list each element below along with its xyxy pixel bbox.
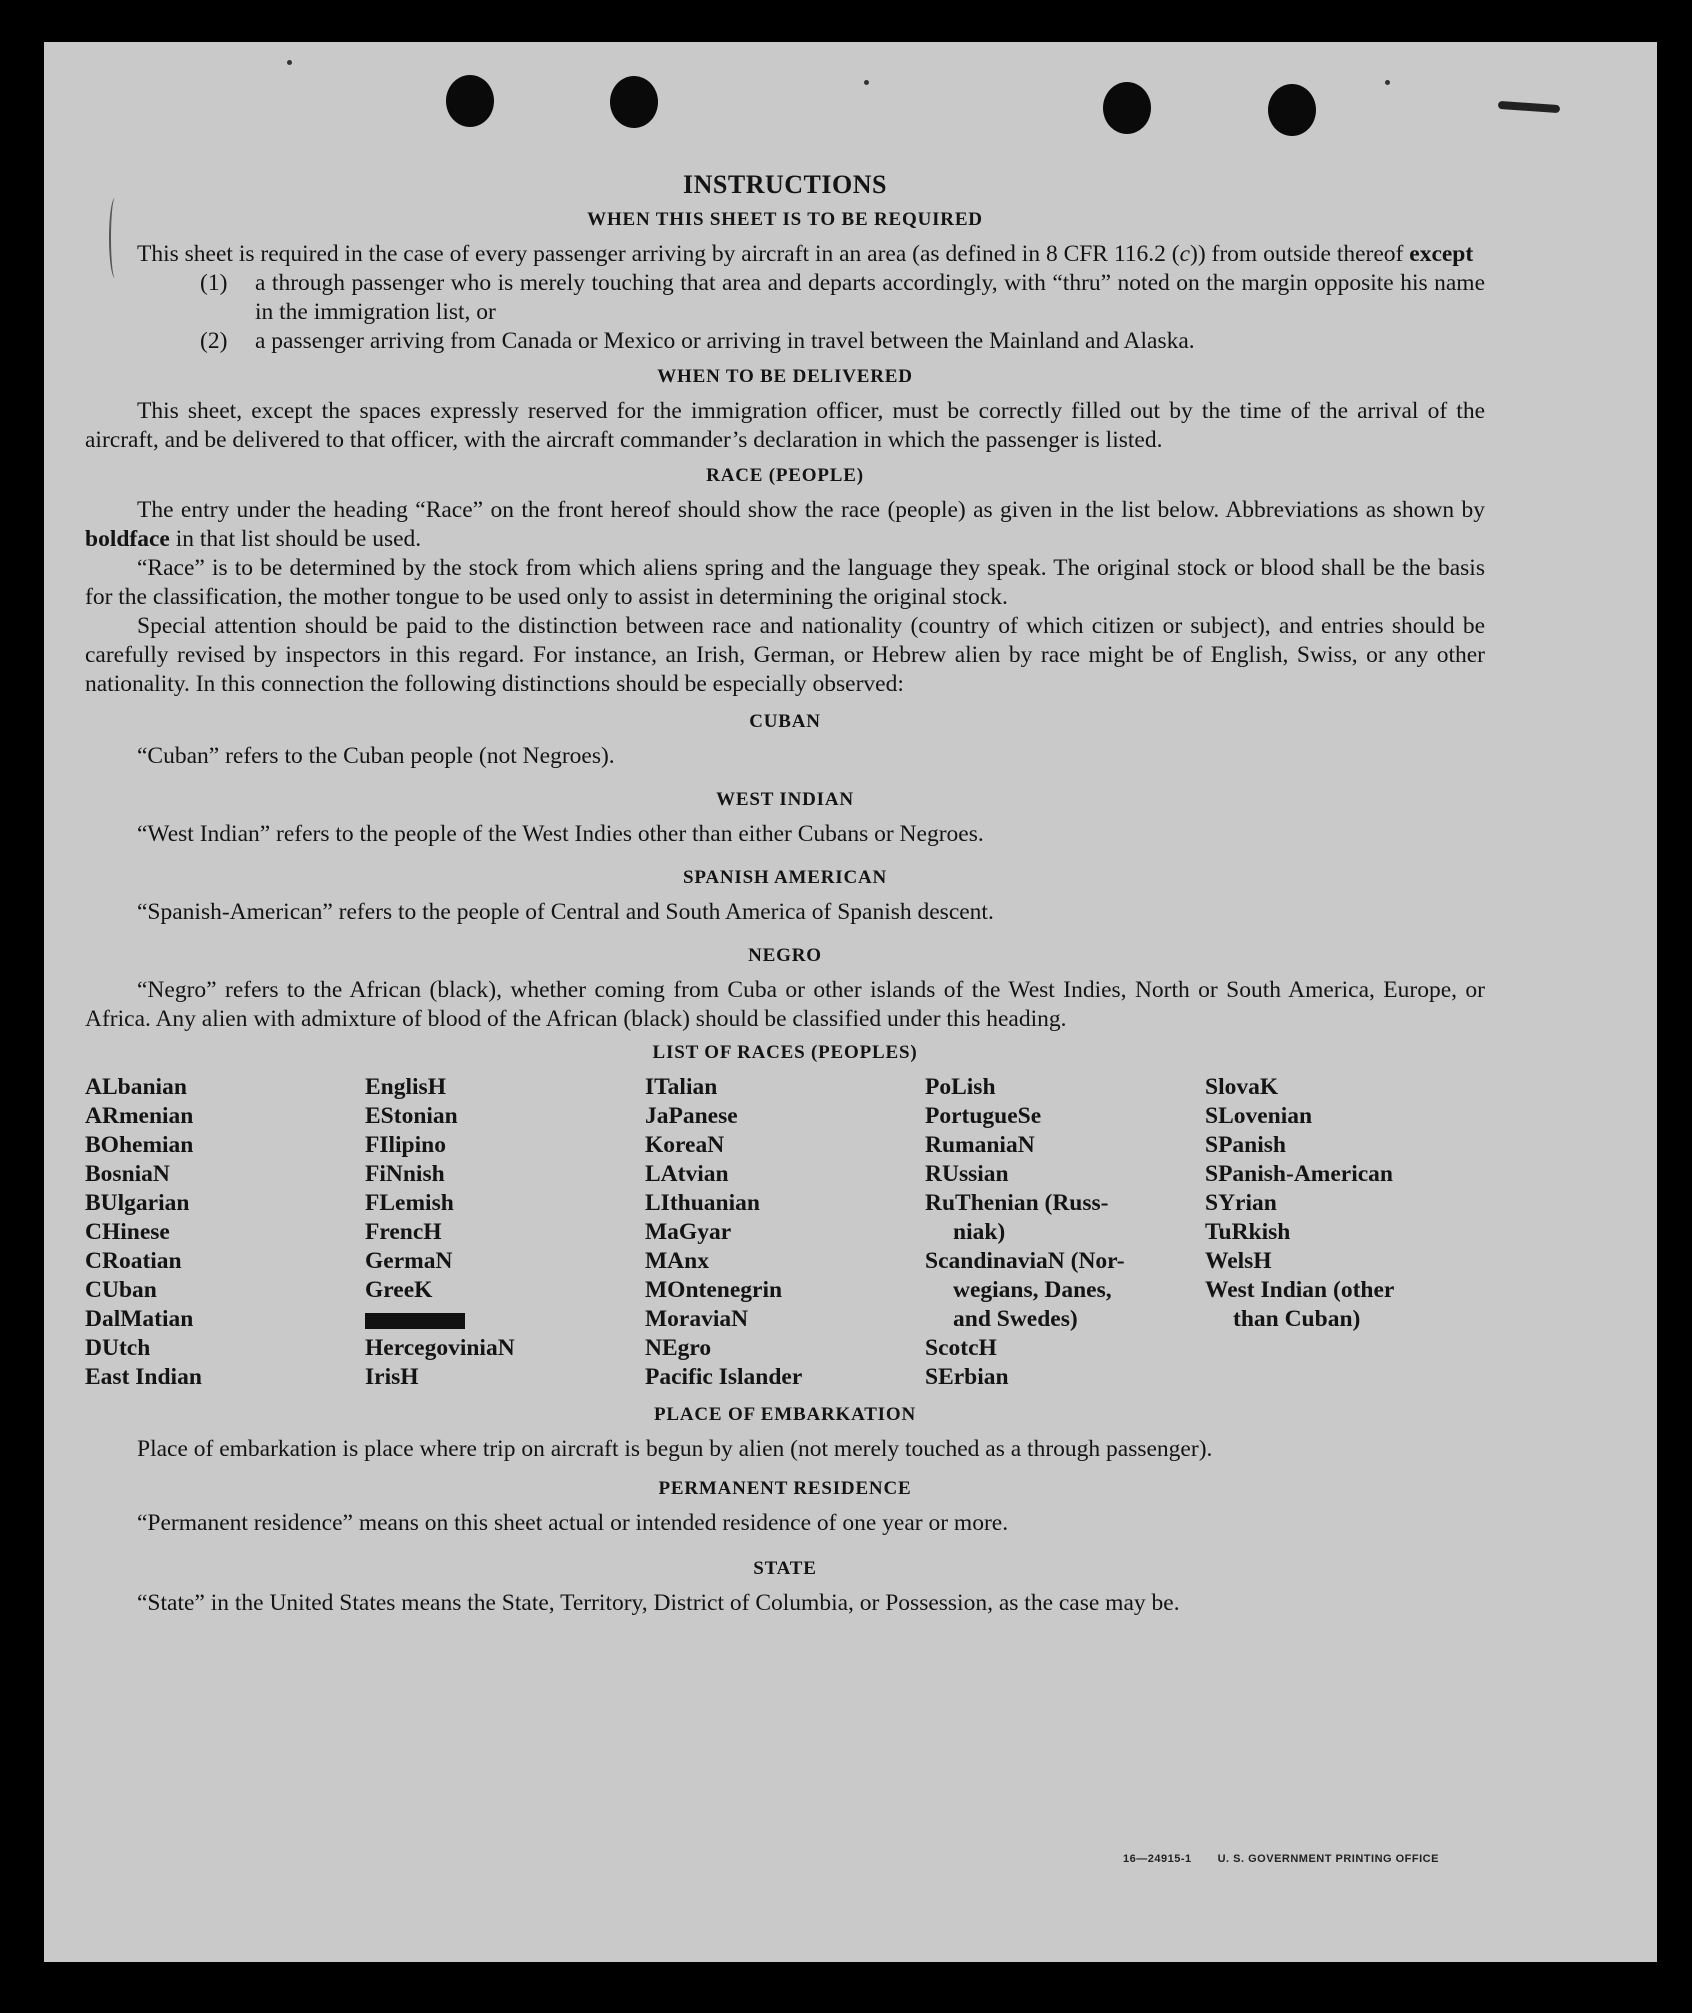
race-entry: DalMatian	[85, 1306, 194, 1332]
residence-text: “Permanent residence” means on this sheet actual or intended residence of one year or more.	[137, 1510, 1009, 1536]
races-column	[1205, 1073, 1485, 1392]
race-entry: GreeK	[365, 1277, 433, 1303]
race-paragraph: “Race” is to be determined by the stock from which aliens spring and the language they speak. The original stock or blood shall be the basis for the classification, the mother tongue to be used only to assist in determining the original stock.	[85, 555, 1485, 610]
page-title: INSTRUCTIONS	[683, 170, 887, 199]
cuban-heading: CUBAN	[749, 711, 821, 732]
race-entry: FIlipino	[365, 1132, 446, 1158]
embarkation-text: Place of embarkation is place where trip on aircraft is begun by alien (not merely touched as a through passenger).	[137, 1436, 1213, 1462]
race-entry: PortugueSe	[925, 1103, 1042, 1129]
embarkation-heading: PLACE OF EMBARKATION	[654, 1404, 916, 1425]
negro-text: “Negro” refers to the African (black), whether coming from Cuba or other islands of the West Indies, North or South America, Europe, or Africa. Any alien with admixture of blood of the African (black) should be classified under this heading.	[85, 977, 1485, 1032]
race-entry: Pacific Islander	[645, 1364, 803, 1390]
punch-hole	[1268, 84, 1316, 136]
race-paragraph	[85, 496, 1485, 554]
race-heading: RACE (PEOPLE)	[706, 465, 864, 486]
race-text-a: The entry under the heading “Race” on the front hereof should show the race (people) as given in the list below. Abbreviations as shown by	[137, 497, 1485, 523]
intro-except: except	[1409, 241, 1474, 267]
race-entry: ScandinaviaN (Nor-	[925, 1248, 1125, 1274]
residence-heading: PERMANENT RESIDENCE	[658, 1478, 912, 1499]
races-column	[645, 1073, 925, 1392]
race-entry: ScotcH	[925, 1335, 997, 1361]
race-entry: MOntenegrin	[645, 1277, 783, 1303]
race-entry: SPanish	[1205, 1132, 1286, 1158]
state-heading: STATE	[753, 1558, 817, 1579]
when-required-text	[85, 240, 1485, 269]
race-entry: MAnx	[645, 1248, 709, 1274]
item-text: a through passenger who is merely touching that area and departs accordingly, with “thru” noted on the margin opposite his name in the immigration list, or	[255, 270, 1485, 325]
speck	[864, 80, 869, 85]
race-entry: CHinese	[85, 1219, 170, 1245]
negro-heading: NEGRO	[748, 945, 822, 966]
race-entry: RuThenian (Russ-	[925, 1190, 1109, 1216]
printer-imprint	[1123, 1853, 1465, 1865]
redacted-entry	[365, 1305, 645, 1334]
west-indian-heading: WEST INDIAN	[716, 789, 854, 810]
race-entry: HercegoviniaN	[365, 1335, 515, 1361]
item-text: a passenger arriving from Canada or Mexico or arriving in travel between the Mainland and Alaska.	[255, 328, 1195, 354]
race-entry: ALbanian	[85, 1074, 187, 1100]
race-text-b: in that list should be used.	[169, 526, 422, 552]
race-entry-continued: and Swedes)	[953, 1306, 1078, 1332]
intro-c: c	[1179, 241, 1190, 267]
race-entry: KoreaN	[645, 1132, 725, 1158]
list-item	[200, 269, 1485, 327]
race-entry: FLemish	[365, 1190, 454, 1216]
form-number: 16—24915-1	[1123, 1853, 1192, 1865]
race-entry: MoraviaN	[645, 1306, 749, 1332]
race-entry: RUssian	[925, 1161, 1009, 1187]
race-entry: LIthuanian	[645, 1190, 760, 1216]
race-entry-continued: niak)	[953, 1219, 1006, 1245]
race-entry: ARmenian	[85, 1103, 194, 1129]
race-entry-continued: than Cuban)	[1233, 1306, 1361, 1332]
race-entry: GermaN	[365, 1248, 453, 1274]
races-column	[925, 1073, 1205, 1392]
race-entry: East Indian	[85, 1364, 202, 1390]
race-entry: SYrian	[1205, 1190, 1277, 1216]
race-boldface: boldface	[85, 526, 170, 552]
race-entry: CRoatian	[85, 1248, 182, 1274]
race-entry: BUlgarian	[85, 1190, 190, 1216]
cuban-text: “Cuban” refers to the Cuban people (not Negroes).	[137, 743, 615, 769]
race-entry: West Indian (other	[1205, 1277, 1395, 1303]
race-entry: ITalian	[645, 1074, 718, 1100]
race-entry: EnglisH	[365, 1074, 446, 1100]
west-indian-text: “West Indian” refers to the people of the West Indies other than either Cubans or Negroes.	[137, 821, 984, 847]
race-entry: SLovenian	[1205, 1103, 1313, 1129]
race-entry: BosniaN	[85, 1161, 170, 1187]
intro-text-b: )) from outside thereof	[1190, 241, 1410, 267]
race-entry: DUtch	[85, 1335, 151, 1361]
races-column	[365, 1073, 645, 1392]
speck	[287, 60, 292, 65]
race-entry-continued: wegians, Danes,	[953, 1277, 1112, 1303]
race-entry: RumaniaN	[925, 1132, 1035, 1158]
race-entry: IrisH	[365, 1364, 419, 1390]
spanish-american-text: “Spanish-American” refers to the people of Central and South America of Spanish descent.	[137, 899, 994, 925]
when-required-heading: WHEN THIS SHEET IS TO BE REQUIRED	[587, 209, 983, 230]
punch-hole	[1103, 82, 1151, 134]
race-entry: WelsH	[1205, 1248, 1272, 1274]
race-entry: NEgro	[645, 1335, 712, 1361]
speck	[1385, 80, 1390, 85]
races-column	[85, 1073, 365, 1392]
item-number: (2)	[200, 328, 228, 354]
race-entry: PoLish	[925, 1074, 996, 1100]
race-entry: BOhemian	[85, 1132, 194, 1158]
races-list	[85, 1073, 1485, 1392]
race-paragraph: Special attention should be paid to the distinction between race and nationality (country of which citizen or subject), and entries should be carefully revised by inspectors in this regard. For instance, an Irish, German, or Hebrew alien by race might be of English, Swiss, or any other nationality. In this connection the following distinctions should be especially observed:	[85, 613, 1485, 697]
printer-name: U. S. GOVERNMENT PRINTING OFFICE	[1217, 1853, 1439, 1865]
when-delivered-text: This sheet, except the spaces expressly reserved for the immigration officer, must be correctly filled out by the time of the arrival of the aircraft, and be delivered to that officer, with the aircraft commander’s declaration in which the passenger is listed.	[85, 398, 1485, 453]
redaction-bar	[365, 1313, 465, 1329]
instructions-content	[85, 170, 1485, 1618]
race-entry: SErbian	[925, 1364, 1009, 1390]
race-entry: SPanish-American	[1205, 1161, 1393, 1187]
race-entry: SlovaK	[1205, 1074, 1279, 1100]
race-entry: MaGyar	[645, 1219, 732, 1245]
punch-hole	[446, 75, 494, 127]
race-entry: FiNnish	[365, 1161, 445, 1187]
intro-text-a: This sheet is required in the case of every passenger arriving by aircraft in an area (as defined in 8 CFR 116.2 (	[137, 241, 1180, 267]
race-entry: JaPanese	[645, 1103, 738, 1129]
list-item	[200, 327, 1485, 356]
punch-hole	[610, 76, 658, 128]
race-entry: EStonian	[365, 1103, 458, 1129]
when-delivered-heading: WHEN TO BE DELIVERED	[657, 366, 913, 387]
spanish-american-heading: SPANISH AMERICAN	[682, 867, 888, 888]
race-entry: CUban	[85, 1277, 157, 1303]
state-text: “State” in the United States means the State, Territory, District of Columbia, or Possession, as the case may be.	[137, 1590, 1180, 1616]
race-entry: FrencH	[365, 1219, 442, 1245]
race-entry: LAtvian	[645, 1161, 729, 1187]
list-of-races-heading: LIST OF RACES (PEOPLES)	[652, 1042, 918, 1063]
race-entry: TuRkish	[1205, 1219, 1291, 1245]
item-number: (1)	[200, 270, 228, 296]
